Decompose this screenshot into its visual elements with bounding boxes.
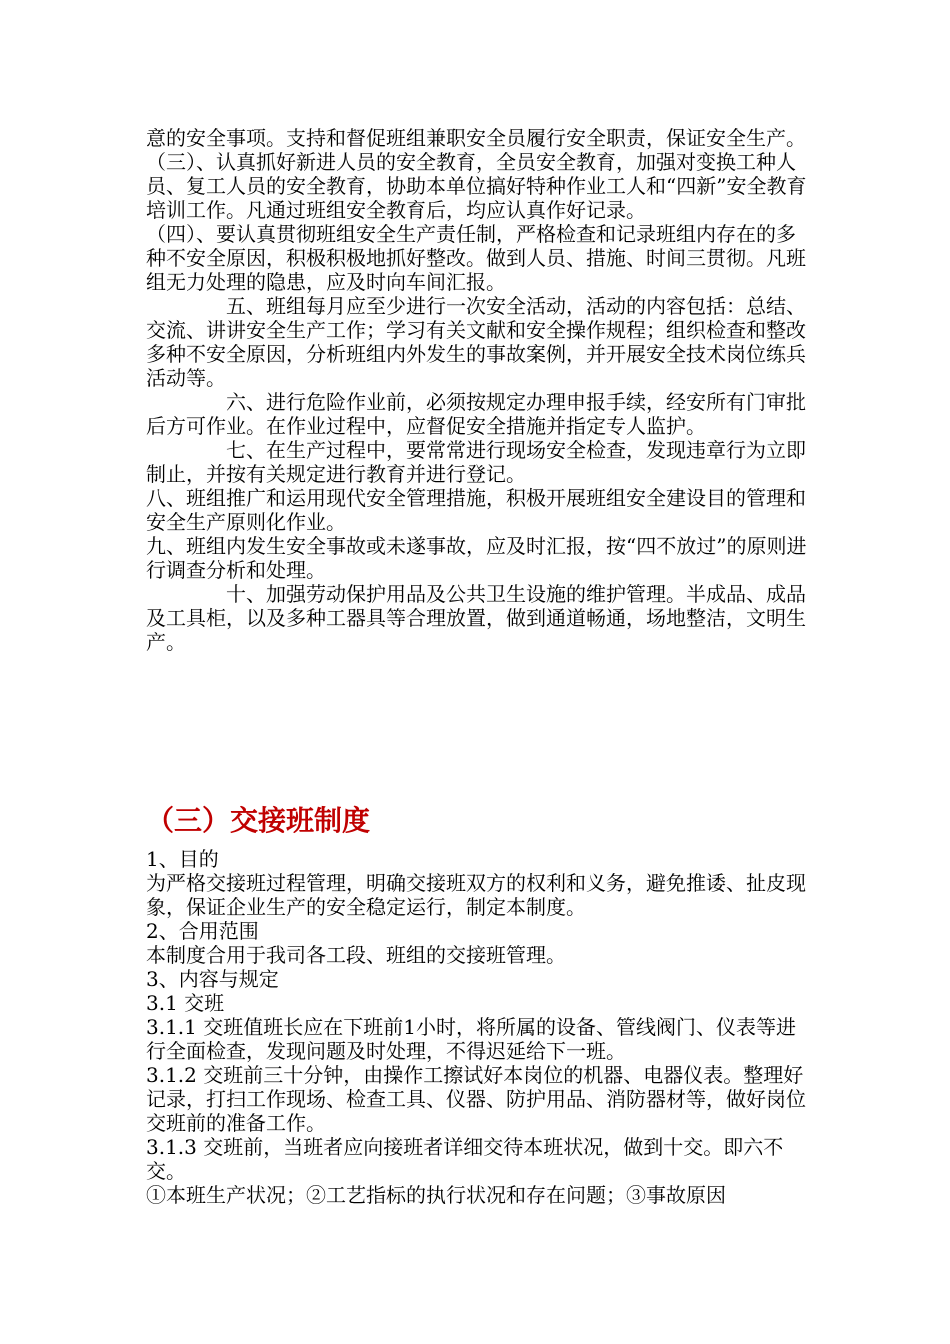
paragraph: 1、目的: [146, 847, 219, 871]
paragraph: （三）、认真抓好新进人员的安全教育，全员安全教育，加强对变换工种人员、复工人员的安全教育，协助本单位搞好特种作业工人和“四新”安全教育培训工作。凡通过班组安全教育后，均应认真作好记录。: [146, 150, 807, 222]
paragraph: 3.1.3 交班前，当班者应向接班者详细交待本班状况，做到十交。即六不交。: [146, 1135, 784, 1183]
paragraph: 十、加强劳动保护用品及公共卫生设施的维护管理。半成品、成品及工具柜，以及多种工器具等合理放置，做到通道畅通，场地整洁，文明生产。: [146, 582, 806, 654]
paragraph: 本制度合用于我司各工段、班组的交接班管理。: [146, 943, 566, 967]
paragraph: 九、班组内发生安全事故或未遂事故，应及时汇报，按“四不放过”的原则进行调查分析和处理。: [146, 534, 807, 582]
paragraph: 3、内容与规定: [146, 967, 279, 991]
paragraph: 意的安全事项。支持和督促班组兼职安全员履行安全职责，保证安全生产。: [146, 126, 806, 150]
paragraph: 3.1.2 交班前三十分钟，由操作工擦试好本岗位的机器、电器仪表。整理好记录，打扫工作现场、检查工具、仪器、防护用品、消防器材等，做好岗位交班前的准备工作。: [146, 1063, 806, 1135]
section-heading: （三）交接班制度: [146, 804, 371, 837]
paragraph: 3.1 交班: [146, 991, 225, 1015]
body-text-top: [146, 126, 814, 654]
paragraph: 八、班组推广和运用现代安全管理措施，积极开展班组安全建设目的管理和安全生产原则化作业。: [146, 486, 806, 534]
paragraph: （四）、要认真贯彻班组安全生产责任制，严格检查和记录班组内存在的多种不安全原因，积极积极地抓好整改。做到人员、措施、时间三贯彻。凡班组无力处理的隐患，应及时向车间汇报。: [146, 222, 806, 294]
paragraph: 3.1.1 交班值班长应在下班前1小时，将所属的设备、管线阀门、仪表等进行全面检查，发现问题及时处理，不得迟延给下一班。: [146, 1015, 796, 1063]
body-text-bottom: [146, 847, 814, 1207]
paragraph: ①本班生产状况；②工艺指标的执行状况和存在问题；③事故原因: [146, 1183, 726, 1207]
paragraph: 五、班组每月应至少进行一次安全活动，活动的内容包括：总结、交流、讲讲安全生产工作；学习有关文献和安全操作规程；组织检查和整改多种不安全原因，分析班组内外发生的事故案例，并开展安全技术岗位练兵活动等。: [146, 294, 806, 390]
paragraph: 六、进行危险作业前，必须按规定办理申报手续，经安所有门审批后方可作业。在作业过程中，应督促安全措施并指定专人监护。: [146, 390, 806, 438]
paragraph: 为严格交接班过程管理，明确交接班双方的权利和义务，避免推诿、扯皮现象，保证企业生产的安全稳定运行，制定本制度。: [146, 871, 806, 919]
paragraph: 2、合用范围: [146, 919, 259, 943]
paragraph: 七、在生产过程中，要常常进行现场安全检查，发现违章行为立即制止，并按有关规定进行教育并进行登记。: [146, 438, 806, 486]
